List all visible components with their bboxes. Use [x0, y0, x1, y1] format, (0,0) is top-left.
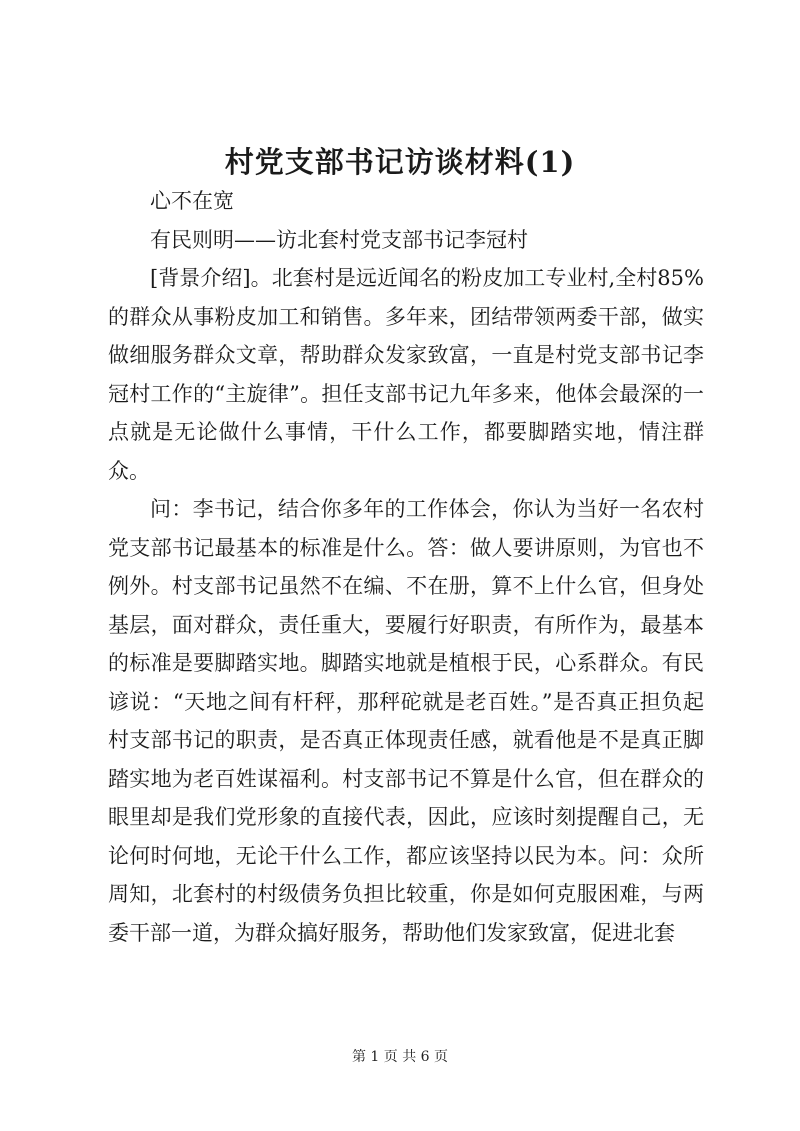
- document-body: [108, 182, 704, 952]
- interview-paragraph: 问：李书记，结合你多年的工作体会，你认为当好一名农村党支部书记最基本的标准是什么。答：做人要讲原则，为官也不例外。村支部书记虽然不在编、不在册，算不上什么官，但身处基层，面对群众，责任重大，要履行好职责，有所作为，最基本的标准是要脚踏实地。脚踏实地就是植根于民，心系群众。有民谚说：“天地之间有杆秤，那秤砣就是老百姓。”是否真正担负起村支部书记的职责，是否真正体现责任感，就看他是不是真正脚踏实地为老百姓谋福利。村支部书记不算是什么官，但在群众的眼里却是我们党形象的直接代表，因此，应该时刻提醒自己，无论何时何地，无论干什么工作，都应该坚持以民为本。问：众所周知，北套村的村级债务负担比较重，你是如何克服困难，与两委干部一道，为群众搞好服务，帮助他们发家致富，促进北套: [108, 497, 704, 945]
- page-footer: 第 1 页 共 6 页: [351, 1049, 449, 1065]
- background-paragraph: [背景介绍]。北套村是远近闻名的粉皮加工专业村,全村85%的群众从事粉皮加工和销售。多年来，团结带领两委干部，做实做细服务群众文章，帮助群众发家致富，一直是村党支部书记李冠村工作的“主旋律”。担任支部书记九年多来，他体会最深的一点就是无论做什么事情，干什么工作，都要脚踏实地，情注群众。: [108, 266, 704, 483]
- document-title: 村党支部书记访谈材料(1): [224, 145, 576, 179]
- subtitle-line-2: 有民则明——访北套村党支部书记李冠村: [150, 227, 528, 252]
- subtitle-line-1: 心不在宽: [150, 189, 234, 213]
